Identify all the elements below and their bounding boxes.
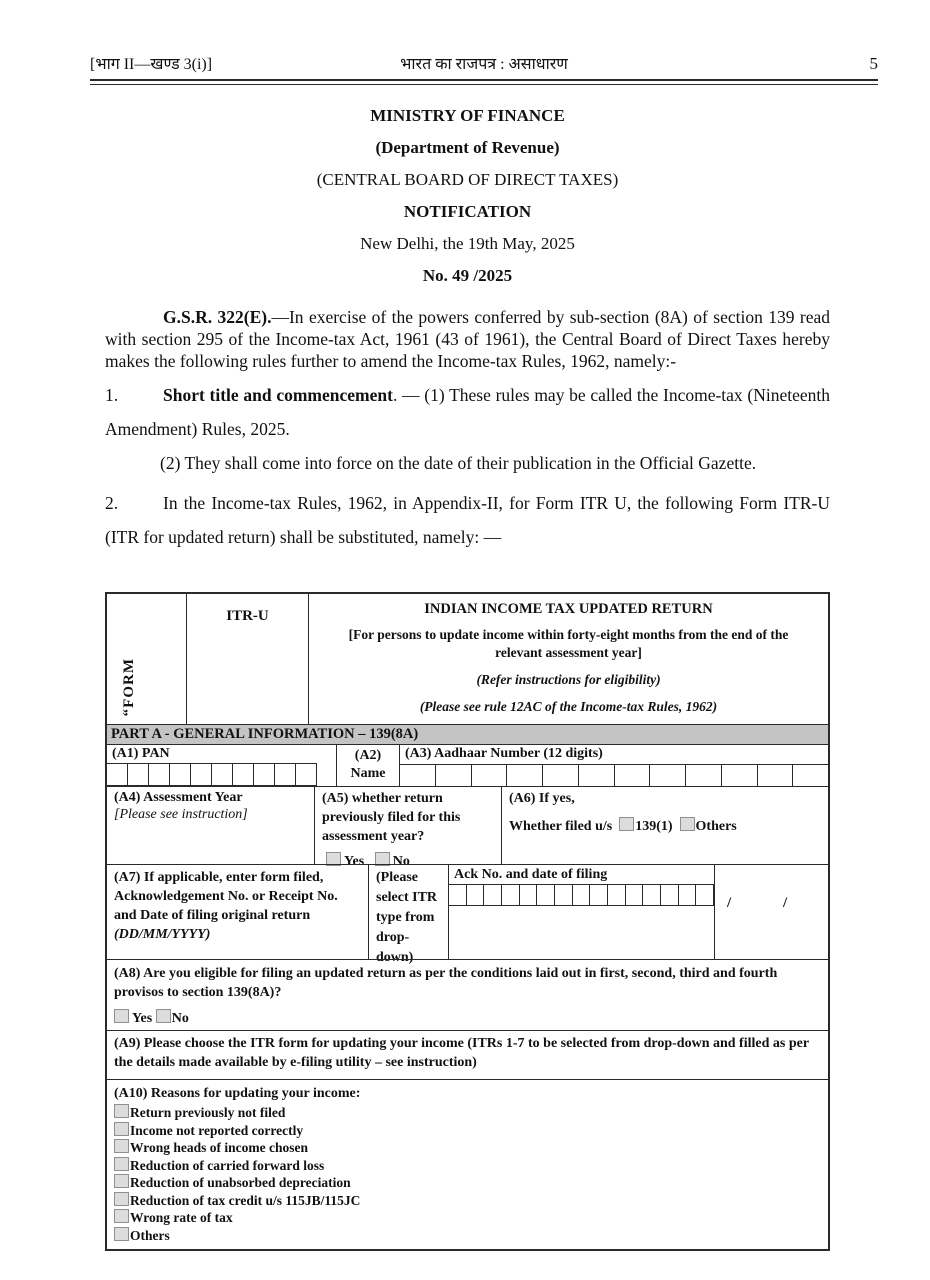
char-input-box[interactable] [467,885,485,906]
char-input-box[interactable] [484,885,502,906]
a8-label: (A8) Are you eligible for filing an updated return as per the conditions laid out in first, second, third and fourth provisos to section 139(8A)? [114,966,778,1000]
row-a9 [107,1030,828,1079]
form-title-cell [309,594,828,724]
filed-us-text: Whether filed u/s [509,819,613,834]
ack-no-input-boxes[interactable] [449,885,714,906]
char-input-box[interactable] [472,764,508,786]
previously-filed-label: (A5) whether return previously filed for this assessment year? [322,791,461,844]
reason-checkbox[interactable] [114,1174,129,1188]
char-input-box[interactable] [190,763,211,786]
title-block [105,106,830,298]
a8-yes-label: Yes [132,1011,153,1026]
form-code-cell [187,594,309,724]
char-input-box[interactable] [169,763,190,786]
ack-no-cell [449,865,715,959]
char-input-box[interactable] [573,885,591,906]
a10-label: (A10) Reasons for updating your income: [114,1086,361,1101]
char-input-box[interactable] [502,885,520,906]
a8-options [109,1003,826,1027]
a10-reason-list [109,1104,826,1244]
a8-no-label: No [171,1011,189,1026]
a10-reason-item[interactable]: Income not reported correctly [109,1122,826,1140]
char-input-box[interactable] [127,763,148,786]
notification-number: No. 49 /2025 [422,266,513,285]
filing-date-cell[interactable] [715,865,828,959]
rule-1-number: 1. [105,385,119,405]
header-double-rule [90,79,878,85]
if-yes-label: (A6) If yes, [509,791,575,806]
form-eligibility-note: (Refer instructions for eligibility) [476,672,661,687]
char-input-box[interactable] [449,885,467,906]
char-input-box[interactable] [295,763,317,786]
char-input-box[interactable] [758,764,794,786]
assessment-year-note: [Please see instruction] [114,807,248,822]
gazette-title-hindi: भारत का राजपत्र : असाधारण [400,56,568,73]
yes-label: Yes [344,854,365,869]
rule-2-number: 2. [105,493,119,513]
form-rule-note: (Please see rule 12AC of the Income-tax Rules, 1962) [419,699,718,714]
pan-label: (A1) PAN [112,746,170,761]
doc-type: NOTIFICATION [403,202,532,221]
char-input-box[interactable] [579,764,615,786]
a10-reason-item[interactable]: Wrong rate of tax [109,1209,826,1227]
char-input-box[interactable] [106,763,127,786]
a7-date-format: (DD/MM/YYYY) [114,927,211,942]
gsr-text: —In exercise of the powers conferred by sub-section (8A) of section 139 read with section 295 of the Income-tax Act, 1961 (43 of 1961), the Central Board of Direct Taxes hereby makes the following rules further to amend the Income-tax Rules, 1962, namely:- [105,307,830,371]
form-masthead-row [107,594,828,724]
part-section-label: [भाग II—खण्ड 3(i)] [90,56,213,73]
rule-1-sub-2: (2) They shall come into force on the date of their publication in the Official Gazette. [160,453,757,473]
char-input-box[interactable] [696,885,714,906]
document-body [105,106,830,1251]
reason-checkbox[interactable] [114,1157,129,1171]
place-date: New Delhi, the 19th May, 2025 [360,234,575,253]
a9-label: (A9) Please choose the ITR form for updating your income (ITRs 1-7 to be selected from drop-down and filled as per the details made available by e-filing utility – see instruction) [114,1036,809,1070]
rule-1-title: Short title and commencement [163,385,393,405]
char-input-box[interactable] [661,885,679,906]
form-code: ITR-U [226,608,269,624]
if-yes-cell [502,787,828,864]
row-a8 [107,959,828,1030]
a10-reason-item[interactable]: Others [109,1227,826,1245]
date-slash-1: / [727,895,732,911]
char-input-box[interactable] [520,885,538,906]
department-title: (Department of Revenue) [375,138,560,157]
part-a-header: PART A - GENERAL INFORMATION – 139(8A) [107,724,828,744]
char-input-box[interactable] [211,763,232,786]
board-title: (CENTRAL BOARD OF DIRECT TAXES) [316,170,619,189]
char-input-box[interactable] [615,764,651,786]
a7-description-cell [107,865,369,959]
reason-checkbox[interactable] [114,1139,129,1153]
filed-others-checkbox[interactable] [680,817,695,831]
a10-reason-item[interactable]: Reduction of tax credit u/s 115JB/115JC [109,1192,826,1210]
filed-us-options [504,817,826,836]
itr-type-dropdown-cell[interactable] [369,865,449,965]
itr-u-form-table [105,592,830,1251]
form-subtitle: [For persons to update income within forty-eight months from the end of the relevant assessment year] [348,627,789,660]
char-input-box[interactable] [232,763,253,786]
reason-checkbox[interactable] [114,1122,129,1136]
form-vertical-label: “FORM [121,657,137,716]
filed-139-1-label: 139(1) [635,819,673,834]
date-slash-2: / [783,895,788,911]
char-input-box[interactable] [543,764,579,786]
char-input-box[interactable] [643,885,661,906]
char-input-box[interactable] [555,885,573,906]
rule-2-text: In the Income-tax Rules, 1962, in Appendix-II, for Form ITR U, the following Form ITR-U (ITR for updated return) shall be substituted, namely: — [105,493,830,547]
char-input-box[interactable] [148,763,169,786]
a7-label: (A7) If applicable, enter form filed, Acknowledgement No. or Receipt No. and Date of filing original return (DD/MM/YYYY) [114,870,338,942]
gsr-paragraph [105,306,830,372]
char-input-box[interactable] [722,764,758,786]
rule-1-paragraph [105,378,830,446]
a10-reason-item[interactable]: Reduction of unabsorbed depreciation [109,1174,826,1192]
rule-1-text: . — (1) These rules may be called the Income-tax (Nineteenth Amendment) Rules, 2025. [105,385,830,439]
pan-input-boxes[interactable] [106,763,317,786]
row-a1-a2-a3 [107,744,828,786]
char-input-box[interactable] [436,764,472,786]
form-vertical-label-cell [107,594,187,724]
row-a7 [107,864,828,965]
pan-cell [107,745,337,786]
page-number: 5 [869,54,878,73]
name-label: Name [350,766,386,781]
assessment-year-cell [107,787,315,864]
aadhaar-input-boxes[interactable] [400,764,828,786]
ack-no-label: Ack No. and date of filing [449,865,714,885]
a8-no-checkbox[interactable] [156,1009,171,1023]
char-input-box[interactable] [650,764,686,786]
assessment-year-label: (A4) Assessment Year [114,790,243,805]
char-input-box[interactable] [793,764,828,786]
running-head [90,52,878,74]
reason-checkbox[interactable] [114,1192,129,1206]
a10-reason-item[interactable]: Return previously not filed [109,1104,826,1122]
row-a4-a5-a6 [107,786,828,869]
reason-checkbox[interactable] [114,1209,129,1223]
filed-others-label: Others [695,819,737,834]
char-input-box[interactable] [679,885,697,906]
char-input-box[interactable] [590,885,608,906]
a10-reason-item[interactable]: Wrong heads of income chosen [109,1139,826,1157]
reason-checkbox[interactable] [114,1104,129,1118]
rule-2-paragraph [105,486,830,554]
aadhaar-label: (A3) Aadhaar Number (12 digits) [405,746,603,761]
no-label: No [392,854,410,869]
gsr-lead: G.S.R. 322(E). [163,307,272,327]
aadhaar-cell [400,745,828,786]
itr-type-dropdown-label: (Please select ITR type from drop-down) [376,870,438,965]
char-input-box[interactable] [626,885,644,906]
char-input-box[interactable] [608,885,626,906]
char-input-box[interactable] [537,885,555,906]
char-input-box[interactable] [686,764,722,786]
previously-filed-cell [315,787,502,869]
char-input-box[interactable] [400,764,436,786]
filed-139-1-checkbox[interactable] [619,817,634,831]
form-title: INDIAN INCOME TAX UPDATED RETURN [424,601,713,617]
a10-reason-item[interactable]: Reduction of carried forward loss [109,1157,826,1175]
char-input-box[interactable] [274,763,295,786]
a8-yes-checkbox[interactable] [114,1009,129,1023]
name-label-code: (A2) [354,748,382,763]
char-input-box[interactable] [253,763,274,786]
reason-checkbox[interactable] [114,1227,129,1241]
char-input-box[interactable] [507,764,543,786]
name-cell [337,745,400,786]
ministry-title: MINISTRY OF FINANCE [370,106,565,125]
row-a10 [107,1079,828,1249]
